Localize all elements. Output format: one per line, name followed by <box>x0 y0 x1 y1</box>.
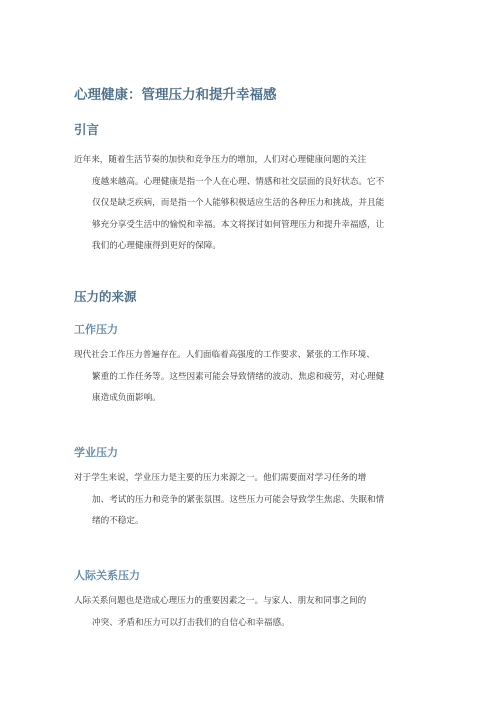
paragraph-line: 康造成负面影响。 <box>92 393 161 403</box>
subsection-heading-work: 工作压力 <box>74 323 118 336</box>
paragraph-line: 冲突、矛盾和压力可以打击我们的自信心和幸福感。 <box>92 617 290 628</box>
paragraph-line: 现代社会工作压力普遍存在。人们面临着高强度的工作要求、紧张的工作环境、 <box>74 350 375 360</box>
intro-paragraph <box>74 150 434 258</box>
paragraph-line: 度越来越高。心理健康是指一个人在心理、情感和社交层面的良好状态。它不 <box>92 176 385 187</box>
document-title: 心理健康：管理压力和提升幸福感 <box>74 87 277 103</box>
paragraph-line: 繁重的工作任务等。这些因素可能会导致情绪的波动、焦虑和疲劳，对心理健 <box>92 371 385 382</box>
paragraph-line: 近年来，随着生活节奏的加快和竞争压力的增加，人们对心理健康问题的关注 <box>74 155 367 165</box>
paragraph-line: 仅仅是缺乏疾病，而是指一个人能够积极适应生活的各种压力和挑战，并且能 <box>92 198 385 208</box>
work-stress-paragraph <box>74 345 434 410</box>
paragraph-line: 人际关系问题也是造成心理压力的重要因素之一。与家人、朋友和同事之间的 <box>74 596 367 606</box>
paragraph-line: 加、考试的压力和竞争的紧张氛围。这些压力可能会导致学生焦虑、失眠和情 <box>92 494 385 505</box>
paragraph-line: 绪的不稳定。 <box>92 516 144 526</box>
study-stress-paragraph <box>74 468 434 533</box>
paragraph-line: 我们的心理健康得到更好的保障。 <box>92 241 221 251</box>
section-heading-stress-sources: 压力的来源 <box>74 289 137 304</box>
section-heading-intro: 引言 <box>74 122 100 137</box>
paragraph-line: 够充分享受生活中的愉悦和幸福。本文将探讨如何管理压力和提升幸福感，让 <box>92 219 385 230</box>
subsection-heading-study: 学业压力 <box>74 446 118 459</box>
paragraph-line: 对于学生来说，学业压力是主要的压力来源之一。他们需要面对学习任务的增 <box>74 473 367 483</box>
subsection-heading-relationships: 人际关系压力 <box>74 569 140 582</box>
relationship-stress-paragraph <box>74 591 434 634</box>
